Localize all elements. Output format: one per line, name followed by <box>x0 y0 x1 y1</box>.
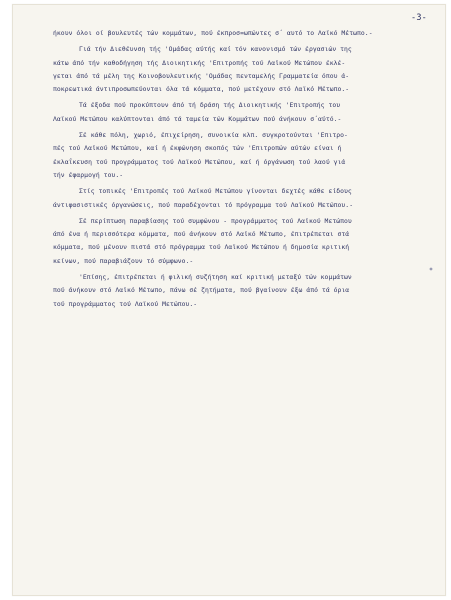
text-line: ήκουν όλοι οί βουλευτές τών κομμάτων, πού έκπροσ=ωπώντες σ΄ αυτό το Λαϊκό Μέτωπο.- <box>53 29 373 37</box>
text-line: πού άνήκουν στό Λαϊκό Μέτωπο, πάνω σέ ζητήματα, πού βγαίνουν έξω άπό τά όρια <box>53 286 350 295</box>
text-line: γεται άπό τά μέλη της Κοινοβουλευτικής 'Ομάδας πενταμελής Γραμματεία όπου ά- <box>53 71 350 80</box>
document-page <box>12 4 446 596</box>
text-line: Γιά τήν Διεθέυνση τής 'Ομάδας αύτής καί τόν κανονισμό τών έργασιών της <box>79 45 352 54</box>
text-line: Στίς τοπικές 'Επιτροπές τού Λαϊκού Μετώπου γίνονται δεχτές κάθε είδους <box>79 187 352 196</box>
text-line: Τά έξοδα πού προκύπτουν άπό τή δράση τής Διοικητικής 'Επιτροπής του <box>79 101 341 110</box>
text-line: άντιφασιστικές όργανώσεις, πού παραδέχονται τό πρόγραμμα τού Λαϊκού Μετώπου.- <box>53 200 354 209</box>
text-line: τού προγράμματος τού Λαϊκού Μετώπου.- <box>53 299 198 308</box>
text-line: 'Επίσης, έπιτρέπεται ή φιλική συζήτηση καί κριτική μεταξύ τών κομμάτων <box>79 273 352 282</box>
text-line: άπό ένα ή περισσότερα κόμματα, πού άνήκουν στό Λαϊκό Μέτωπο, έπιτρέπεται στά <box>53 230 350 239</box>
text-line: κείνων, πού παραβιάζουν τό σύμφωνο.- <box>53 256 194 265</box>
text-line: Σέ περίπτωση παραβίασης τού συμφώνου - προγράμματος τού Λαϊκού Μετώπου <box>79 216 352 225</box>
text-line: Σέ κάθε πόλη, χωριό, έπιχείρηση, συνοικία κλπ. συγκροτούνται 'Επιτρο- <box>79 131 348 140</box>
text-line: κόμματα, πού μένουν πιστά στό πρόγραμμα τού Λαϊκού Μετώπου ή δημοσία κριτική <box>53 243 350 252</box>
document-body <box>53 27 431 311</box>
page-number: -3- <box>411 13 427 23</box>
text-line: ποκρεωτικά άντιπροσωπεύονται όλα τά κόμματα, πού μετέχουν στό Λαϊκό Μέτωπο.- <box>53 85 350 94</box>
text-line: έκλαΐκευση τού προγράμματος τού Λαϊκού Μετώπου, καί ή όργάνωση τού λαού γιά <box>53 157 346 166</box>
text-line: Λαϊκού Μετώπου καλύπτονται άπό τά ταμεία τών Κομμάτων πού άνήκουν σ΄αύτό.- <box>53 114 342 123</box>
text-line: κάτω άπό τήν καθοδήγηση τής Διοικητικής 'Επιτροπής τού Λαϊκού Μετώπου έκλέ- <box>53 58 346 67</box>
punch-mark-icon <box>429 267 433 271</box>
text-line: πές τού Λαϊκού Μετώπου, καί ή έκφώνηση σκοπός τών 'Επιτροπών αύτών είναι ή <box>53 144 342 153</box>
text-line: τήν έφαρμογή του.- <box>53 170 124 179</box>
